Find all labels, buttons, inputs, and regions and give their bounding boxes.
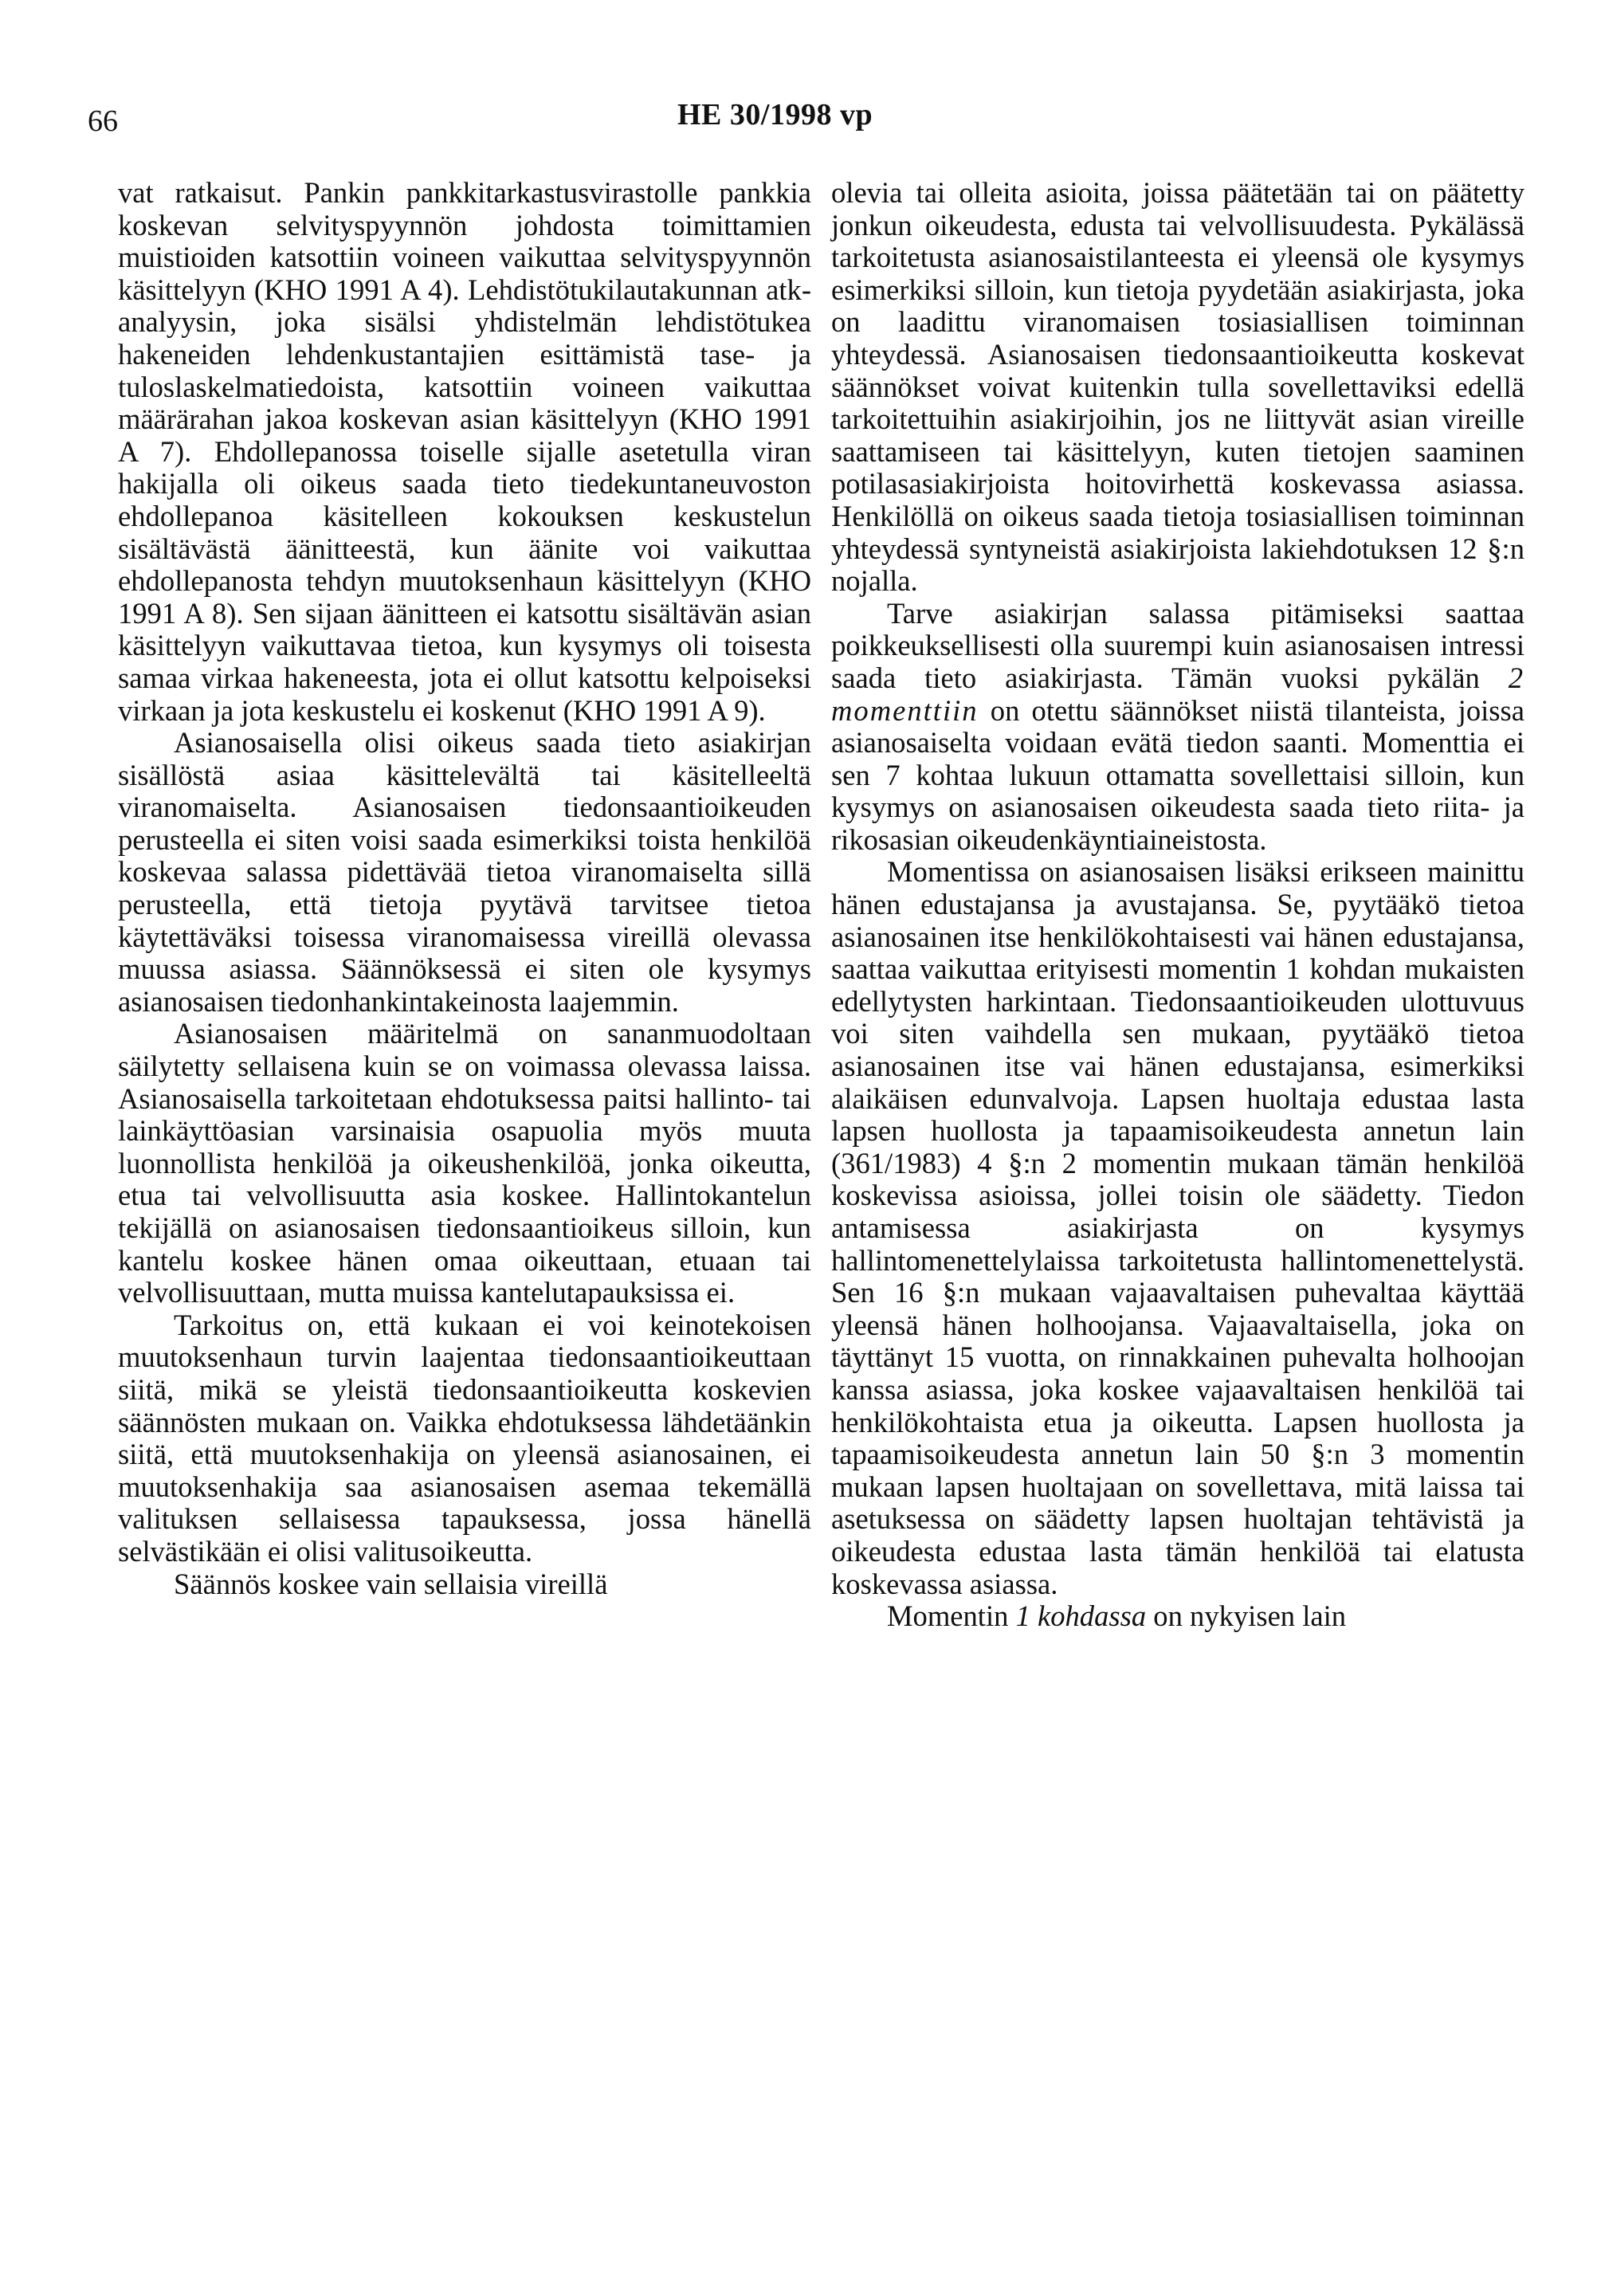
text-run: Momentin <box>887 1599 1016 1633</box>
paragraph: Asianosaisella olisi oikeus saada tieto asiakirjan sisällöstä asiaa käsittelevältä tai käsitelleeltä viranomaiselta. Asianosaisen tiedonsaantioikeuden perusteella ei siten voisi saada esimerkiksi toista henkilöä koskevaa salassa pidettävää tietoa viranomaiselta sillä perusteella, että tietoja pyytävä tarvitsee tietoa käytettäväksi toisessa viranomaisessa vireillä olevassa muussa asiassa. Säännöksessä ei siten ole kysymys asianosaisen tiedonhankintakeinosta laajemmin. <box>118 726 811 1018</box>
text-run: on nykyisen lain <box>1146 1599 1347 1633</box>
running-head: HE 30/1998 vp <box>677 98 873 131</box>
paragraph: Asianosaisen määritelmä on sananmuodoltaan säilytetty sellaisena kuin se on voimassa olevassa laissa. Asianosaisella tarkoitetaan ehdotuksessa paitsi hallinto- tai lainkäyttöasian varsinaisia osapuolia myös muuta luonnollista henkilöä ja oikeushenkilöä, jonka oikeutta, etua tai velvollisuutta asia koskee. Hallintokantelun tekijällä on asianosaisen tiedonsaantioikeus silloin, kun kantelu koskee hänen omaa oikeuttaan, etuaan tai velvollisuuttaan, mutta muissa kantelutapauksissa ei. <box>118 1017 811 1309</box>
emphasis: 2 momenttiin <box>831 661 1524 727</box>
left-column <box>118 177 811 1600</box>
paragraph: vat ratkaisut. Pankin pankkitarkastusvirastolle pankkia koskevan selvityspyynnön johdosta toimittamien muistioiden katsottiin voineen vaikuttaa selvityspyynnön käsittelyyn (KHO 1991 A 4). Lehdistötukilautakunnan atk-analyysin, joka sisälsi yhdistelmän lehdistötukea hakeneiden lehdenkustantajien esittämistä tase- ja tuloslaskelmatiedoista, katsottiin voineen vaikuttaa määrärahan jakoa koskevan asian käsittelyyn (KHO 1991 A 7). Ehdollepanossa toiselle sijalle asetetulla viran hakijalla oli oikeus saada tieto tiedekuntaneuvoston ehdollepanoa käsitelleen kokouksen keskustelun sisältävästä äänitteestä, kun äänite voi vaikuttaa ehdollepanosta tehdyn muutoksenhaun käsittelyyn (KHO 1991 A 8). Sen sijaan äänitteen ei katsottu sisältävän asian käsittelyyn vaikuttavaa tietoa, kun kysymys oli toisesta samaa virkaa hakeneesta, jota ei ollut katsottu kelpoiseksi virkaan ja jota keskustelu ei koskenut (KHO 1991 A 9). <box>118 176 811 727</box>
paragraph: olevia tai olleita asioita, joissa päätetään tai on päätetty jonkun oikeudesta, edusta tai velvollisuudesta. Pykälässä tarkoitetusta asianosaistilanteesta ei yleensä ole kysymys esimerkiksi silloin, kun tietoja pyydetään asiakirjasta, joka on laadittu viranomaisen tosiasiallisen toiminnan yhteydessä. Asianosaisen tiedonsaantioikeutta koskevat säännökset voivat kuitenkin tulla sovellettaviksi edellä tarkoitettuihin asiakirjoihin, jos ne liittyvät asian vireille saattamiseen tai käsittelyyn, kuten tietojen saaminen potilasasiakirjoista hoitovirhettä koskevassa asiassa. Henkilöllä on oikeus saada tietoja tosiasiallisen toiminnan yhteydessä syntyneistä asiakirjoista lakiehdotuksen 12 §:n nojalla. <box>831 176 1524 598</box>
paragraph: Momentissa on asianosaisen lisäksi erikseen mainittu hänen edustajansa ja avustajansa. Se, pyytääkö tietoa asianosainen itse henkilökohtaisesti vai hänen edustajansa, saattaa vaikuttaa erityisesti momentin 1 kohdan mukaisten edellytysten harkintaan. Tiedonsaantioikeuden ulottuvuus voi siten vaihdella sen mukaan, pyytääkö tietoa asianosainen itse vai hänen edustajansa, esimerkiksi alaikäisen edunvalvoja. Lapsen huoltaja edustaa lasta lapsen huollosta ja tapaamisoikeudesta annetun lain (361/1983) 4 §:n 2 momentin mukaan tämän henkilöä koskevissa asioissa, jollei toisin ole säädetty. Tiedon antamisessa asiakirjasta on kysymys hallintomenettelylaissa tarkoitetusta hallintomenettelystä. Sen 16 §:n mukaan vajaavaltaisen puhevaltaa käyttää yleensä hänen holhoojansa. Vajaavaltaisella, joka on täyttänyt 15 vuotta, on rinnakkainen puhevalta holhoojan kanssa asiassa, joka koskee vajaavaltaisen henkilöä tai henkilökohtaista etua ja oikeutta. Lapsen huollosta ja tapaamisoikeudesta annetun lain 50 §:n 3 momentin mukaan lapsen huoltajaan on sovellettava, mitä laissa tai asetuksessa on säädetty lapsen huoltajan tehtävistä ja oikeudesta edustaa lasta tämän henkilöä tai elatusta koskevassa asiassa. <box>831 855 1524 1600</box>
paragraph: Tarkoitus on, että kukaan ei voi keinotekoisen muutoksenhaun turvin laajentaa tiedonsaantioikeuttaan siitä, mikä se yleistä tiedonsaantioikeutta koskevien säännösten mukaan on. Vaikka ehdotuksessa lähdetäänkin siitä, että muutoksenhakija on yleensä asianosainen, ei muutoksenhakija saa asianosaisen asemaa tekemällä valituksen sellaisessa tapauksessa, jossa hänellä selvästikään ei olisi valitusoikeutta. <box>118 1308 811 1568</box>
text-run: Tarve asiakirjan salassa pitämiseksi saattaa poikkeuksellisesti olla suurempi kuin asianosaisen intressi saada tieto asiakirjasta. Tämän vuoksi pykälän <box>831 596 1524 694</box>
paragraph <box>831 598 1524 857</box>
paragraph: Säännös koskee vain sellaisia vireillä <box>174 1567 608 1600</box>
emphasis: 1 kohdassa <box>1015 1599 1147 1633</box>
page-number: 66 <box>88 104 118 138</box>
text-run: on otettu säännökset niistä tilanteista, joissa asianosaiselta voidaan evätä tiedon saanti. Momenttia ei sen 7 kohtaa lukuun ottamatta sovellettaisi silloin, kun kysymys on asianosaisen oikeudesta saada tieto riita- ja rikosasian oikeudenkäyntiaineistosta. <box>831 693 1524 856</box>
right-column <box>831 177 1524 1633</box>
paragraph <box>831 1600 1524 1633</box>
